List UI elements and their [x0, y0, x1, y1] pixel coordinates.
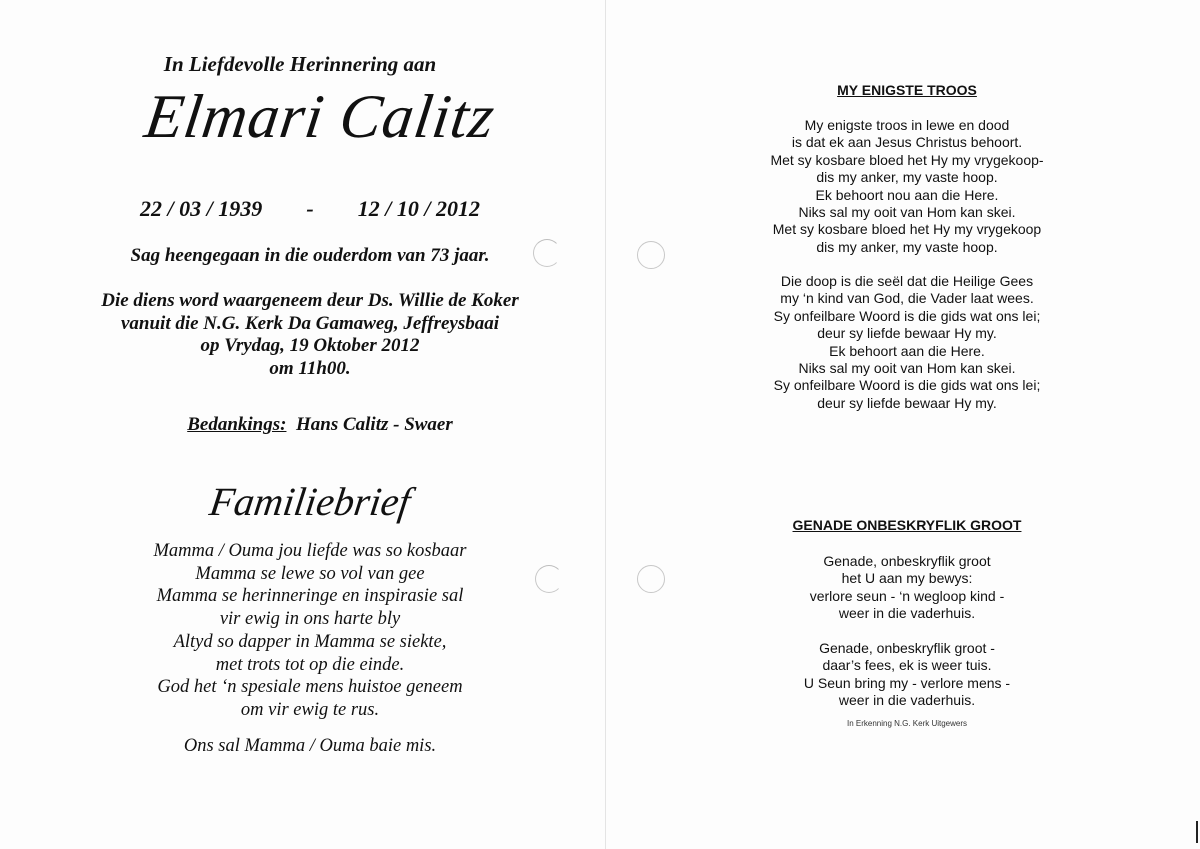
thanks-label: Bedankings: [187, 414, 287, 435]
hymn-line: my ‘n kind van God, die Vader laat wees. [780, 290, 1034, 307]
poem-line: Mamma / Ouma jou liefde was so kosbaar [153, 541, 467, 561]
hymn-line: My enigste troos in lewe en dood [804, 117, 1010, 133]
hymn-stanza [660, 273, 1154, 412]
thanks-text: Hans Calitz - Swaer [295, 414, 453, 435]
hymn-line: Niks sal my ooit van Hom kan skei. [798, 360, 1016, 377]
service-details [40, 290, 580, 380]
death-date: 12 / 10 / 2012 [357, 196, 480, 221]
punch-hole-left-lower [535, 565, 563, 593]
hymn-line: het U aan my bewys: [841, 570, 973, 587]
hymn-title: GENADE ONBESKRYFLIK GROOT [792, 517, 1022, 533]
hymn-line: dis my anker, my vaste hoop. [816, 169, 998, 186]
center-fold-line [605, 0, 606, 849]
poem-line: om vir ewig te rus. [240, 699, 380, 720]
poem-line: Altyd so dapper in Mamma se siekte, [173, 631, 447, 652]
hymn-line: dis my anker, my vaste hoop. [816, 238, 998, 255]
thanks-row [100, 414, 540, 436]
hymn-line: verlore seun - ‘n wegloop kind - [809, 587, 1005, 604]
deceased-name: Elmari Calitz [140, 83, 500, 151]
hymn-line: deur sy liefde bewaar Hy my. [817, 325, 997, 342]
hymn-line: is dat ek aan Jesus Christus behoort. [791, 134, 1023, 151]
birth-date: 22 / 03 / 1939 [140, 196, 263, 221]
poem-line: vir ewig in ons harte bly [219, 609, 401, 630]
hymn-line: Sy onfeilbare Woord is die gids wat ons lei; [773, 307, 1041, 324]
hymn-line: Met sy kosbare bloed het Hy my vrygekoop [772, 221, 1042, 238]
service-line: om 11h00. [269, 357, 351, 379]
hymn-line: Die doop is die seël dat die Heilige Gees [780, 273, 1034, 289]
in-memory-heading: In Liefdevolle Herinnering aan [163, 52, 437, 76]
hymn-line: Genade, onbeskryflik groot [823, 553, 991, 569]
poem-line: met trots tot op die einde. [215, 654, 405, 675]
service-line: op Vrydag, 19 Oktober 2012 [200, 335, 420, 356]
punch-hole-left-upper [533, 239, 561, 267]
service-line: vanuit die N.G. Kerk Da Gamaweg, Jeffreysbaai [120, 312, 500, 334]
life-dates [140, 196, 480, 222]
hymn-line: deur sy liefde bewaar Hy my. [817, 394, 997, 411]
age-line: Sag heengegaan in die ouderdom van 73 jaar. [130, 245, 490, 266]
hymn-stanza [660, 553, 1154, 623]
hymn-line: Sy onfeilbare Woord is die gids wat ons lei; [773, 377, 1041, 394]
family-letter-poem [60, 540, 560, 722]
hymn-line: U Seun bring my - verlore mens - [803, 674, 1011, 691]
poem-line: Mamma se lewe so vol van gee [195, 563, 425, 584]
poem-line: God het ‘n spesiale mens huistoe geneem [157, 677, 463, 698]
hymn-line: Met sy kosbare bloed het Hy my vrygekoop- [770, 151, 1044, 168]
hymn-line: daar’s fees, ek is weer tuis. [822, 657, 992, 674]
publisher-credit: In Erkenning N.G. Kerk Uitgewers [846, 719, 968, 728]
hymn-line: Niks sal my ooit van Hom kan skei. [798, 204, 1016, 221]
service-line: Die diens word waargeneem deur Ds. Willie de Koker [101, 290, 519, 311]
poem-line: Mamma se herinneringe en inspirasie sal [156, 586, 464, 607]
hymn-line: Ek behoort nou aan die Here. [815, 186, 999, 203]
date-separator: - [306, 196, 314, 221]
family-letter-closing: Ons sal Mamma / Ouma baie mis. [183, 736, 437, 756]
family-letter-title: Familiebrief [206, 479, 414, 524]
hymn-stanza [660, 117, 1154, 256]
hymn-line: Ek behoort aan die Here. [829, 342, 985, 359]
hymn-line: Genade, onbeskryflik groot - [819, 640, 995, 656]
hymn-line: weer in die vaderhuis. [838, 692, 976, 709]
hymn-stanza [660, 640, 1154, 710]
scan-edge-mark [1196, 821, 1198, 843]
hymn-line: weer in die vaderhuis. [838, 605, 976, 622]
hymn-title: MY ENIGSTE TROOS [837, 82, 977, 98]
